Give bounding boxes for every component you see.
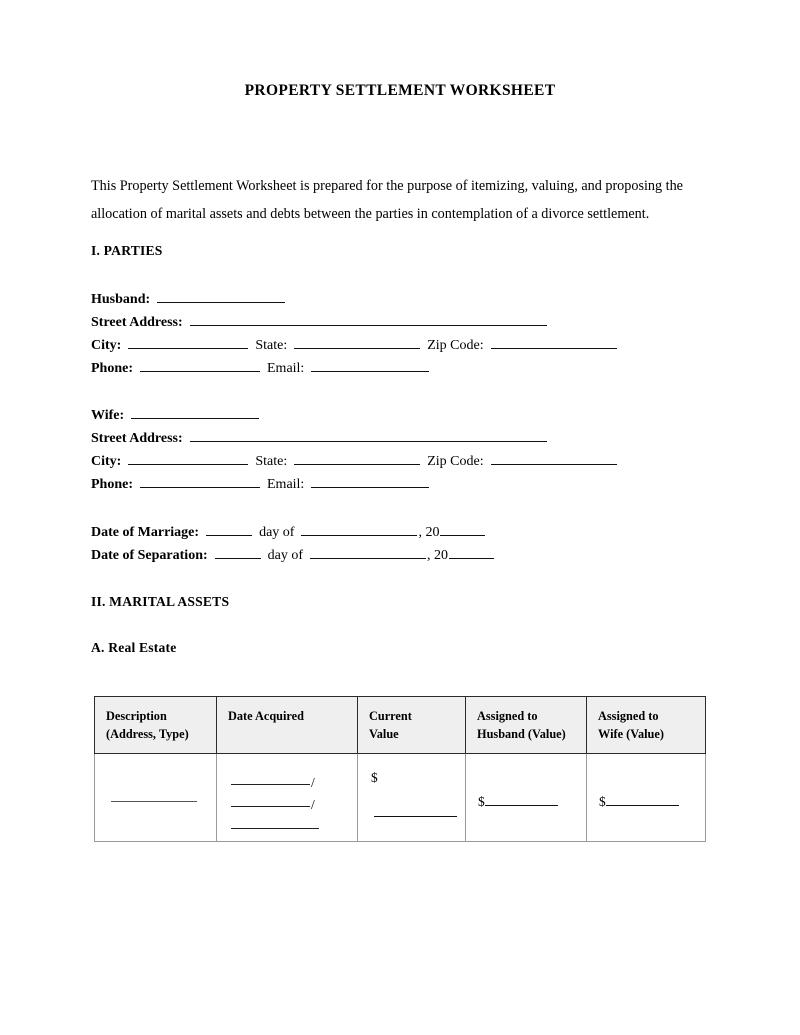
date-month-input[interactable] [231, 784, 310, 785]
wife-zip-input[interactable] [491, 454, 617, 465]
cell-assigned-wife[interactable] [587, 754, 706, 842]
husband-state-input[interactable] [294, 338, 420, 349]
marriage-year-input[interactable] [440, 525, 485, 536]
husband-phone-input[interactable] [140, 361, 260, 372]
husband-value-input[interactable] [485, 795, 558, 806]
page-title: PROPERTY SETTLEMENT WORKSHEET [244, 82, 556, 99]
husband-street-label: Street Address: [91, 315, 183, 330]
wife-city-input[interactable] [128, 454, 248, 465]
date-separator-1: / [311, 774, 315, 790]
column-header-description-line1: Description [106, 709, 167, 723]
column-header-description-line2: (Address, Type) [106, 727, 189, 741]
wife-state-input[interactable] [294, 454, 420, 465]
wife-phone-row [91, 473, 430, 496]
date-acquired-stack [231, 766, 336, 832]
wife-city-label: City: [91, 454, 122, 469]
description-input[interactable] [111, 801, 197, 802]
subsection-heading-real-estate: A. Real Estate [91, 640, 177, 655]
column-header-date-acquired [217, 697, 358, 754]
wife-state-label: State: [255, 454, 288, 469]
husband-value-field [478, 794, 558, 810]
wife-email-label: Email: [267, 477, 305, 492]
date-of-marriage-row [91, 521, 486, 544]
husband-city-input[interactable] [128, 338, 248, 349]
date-day-input[interactable] [231, 806, 310, 807]
wife-email-input[interactable] [311, 477, 429, 488]
husband-street-input[interactable] [190, 315, 547, 326]
husband-city-row [91, 334, 618, 357]
wife-value-input[interactable] [606, 795, 679, 806]
wife-street-label: Street Address: [91, 431, 183, 446]
husband-phone-label: Phone: [91, 361, 133, 376]
column-header-assigned-husband [466, 697, 587, 754]
wife-name-row [91, 404, 260, 427]
husband-name-row [91, 288, 286, 311]
separation-month-input[interactable] [310, 548, 426, 559]
date-separator-2: / [311, 796, 315, 812]
wife-name-label: Wife: [91, 408, 125, 423]
date-of-separation-row [91, 544, 495, 567]
wife-currency-symbol: $ [599, 794, 606, 809]
section-heading-marital-assets: II. MARITAL ASSETS [91, 594, 230, 609]
wife-phone-input[interactable] [140, 477, 260, 488]
column-header-current-value-line2: Value [369, 727, 399, 741]
column-header-current-value-line1: Current [369, 709, 412, 723]
wife-name-input[interactable] [131, 408, 259, 419]
wife-phone-label: Phone: [91, 477, 133, 492]
column-header-date-acquired-line1: Date Acquired [228, 709, 304, 723]
date-day-line [231, 788, 336, 810]
separation-day-input[interactable] [215, 548, 261, 559]
wife-value-field [599, 794, 679, 810]
cell-description[interactable] [95, 754, 217, 842]
real-estate-table [94, 696, 706, 842]
wife-street-input[interactable] [190, 431, 547, 442]
date-of-marriage-label: Date of Marriage: [91, 525, 200, 540]
column-header-assigned-wife-line1: Assigned to [598, 709, 659, 723]
column-header-description [95, 697, 217, 754]
husband-zip-input[interactable] [491, 338, 617, 349]
wife-city-row [91, 450, 618, 473]
column-header-current-value [358, 697, 466, 754]
husband-email-input[interactable] [311, 361, 429, 372]
column-header-assigned-husband-line2: Husband (Value) [477, 727, 566, 741]
date-of-separation-label: Date of Separation: [91, 548, 208, 563]
husband-phone-row [91, 357, 430, 380]
husband-street-row [91, 311, 548, 334]
separation-year-prefix: , 20 [427, 548, 449, 563]
wife-zip-label: Zip Code: [427, 454, 484, 469]
husband-currency-symbol: $ [478, 794, 485, 809]
intro-paragraph: This Property Settlement Worksheet is prepared for the purpose of itemizing, valuing, and proposing the allocation of marital assets and debts between the parties in contemplation of a divorce settlement. [91, 178, 683, 222]
marriage-year-prefix: , 20 [418, 525, 440, 540]
table-row [95, 754, 706, 842]
current-value-input[interactable] [374, 816, 457, 817]
current-value-currency-symbol: $ [371, 770, 378, 785]
separation-year-input[interactable] [449, 548, 494, 559]
cell-date-acquired[interactable] [217, 754, 358, 842]
date-year-line [231, 810, 336, 832]
table-header-row [95, 697, 706, 754]
date-month-line [231, 766, 336, 788]
husband-email-label: Email: [267, 361, 305, 376]
husband-zip-label: Zip Code: [427, 338, 484, 353]
column-header-assigned-wife-line2: Wife (Value) [598, 727, 664, 741]
date-year-input[interactable] [231, 828, 319, 829]
wife-street-row [91, 427, 548, 450]
cell-assigned-husband[interactable] [466, 754, 587, 842]
cell-current-value[interactable] [358, 754, 466, 842]
husband-name-label: Husband: [91, 292, 151, 307]
separation-day-of-text: day of [267, 548, 304, 563]
column-header-assigned-wife [587, 697, 706, 754]
column-header-assigned-husband-line1: Assigned to [477, 709, 538, 723]
marriage-day-input[interactable] [206, 525, 252, 536]
section-heading-parties: I. PARTIES [91, 243, 163, 258]
marriage-day-of-text: day of [259, 525, 295, 540]
marriage-month-input[interactable] [301, 525, 417, 536]
husband-name-input[interactable] [157, 292, 285, 303]
husband-state-label: State: [255, 338, 288, 353]
husband-city-label: City: [91, 338, 122, 353]
real-estate-table-wrapper [94, 696, 705, 842]
